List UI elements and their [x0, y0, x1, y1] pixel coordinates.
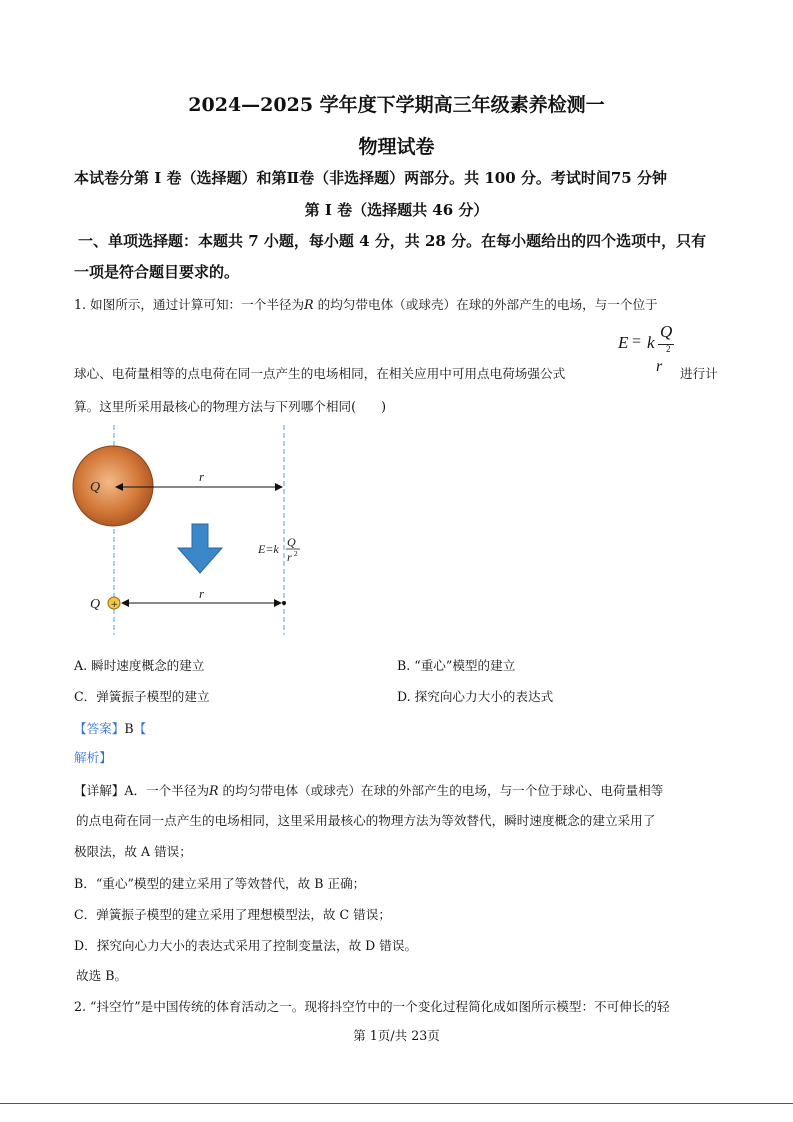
bottom-divider	[0, 1103, 793, 1104]
q1-formula	[618, 322, 688, 376]
page-footer: 第 1页/共 23页	[353, 1028, 440, 1043]
answer-label: 【答案】	[74, 721, 125, 736]
detail-line4: B．“重心”模型的建立采用了等效替代，故 B 正确；	[74, 876, 366, 891]
detail-line1	[74, 780, 663, 799]
answer-open-bracket: 【	[133, 721, 147, 736]
field-point	[282, 601, 286, 605]
option-a: A. 瞬时速度概念的建立	[74, 658, 205, 673]
detail-line1-text: A．一个半径为𝑅 的均匀带电体（或球壳）在球的外部产生的电场，与一个位于球心、电荷量相等	[124, 783, 664, 798]
detail-label: 【详解】	[74, 783, 125, 798]
answer-line	[74, 718, 146, 737]
detail-line7: 故选 B。	[76, 968, 128, 983]
point-charge-label: Q	[90, 597, 101, 612]
answer-value: B	[124, 721, 134, 736]
down-arrow-icon	[178, 524, 222, 573]
formula-k: k	[647, 333, 655, 352]
q2-line1: 2. “抖空竹”是中国传统的体育活动之一。现将抖空竹中的一个变化过程简化成如图所示模型：不可伸长的轻	[74, 999, 670, 1014]
detail-line2: 的点电荷在同一点产生的电场相同，这里采用最核心的物理方法为等效替代，瞬时速度概念的建立采用了	[76, 813, 656, 828]
figure-formula-E: E=k	[258, 542, 279, 556]
part1-heading: 第 I 卷（选择题共 46 分）	[304, 201, 489, 219]
figure-formula-r: r	[287, 550, 292, 564]
formula-eq: =	[632, 333, 642, 350]
section1-line2: 一项是符合题目要求的。	[74, 263, 240, 281]
subject-title: 物理试卷	[358, 136, 435, 158]
q1-line2-end: 进行计	[680, 366, 718, 381]
exam-info: 本试卷分第 I 卷（选择题）和第Ⅱ卷（非选择题）两部分。共 100 分。考试时间75 分钟	[74, 169, 667, 187]
q1-line1: 1. 如图所示，通过计算可知：一个半径为𝑅 的均匀带电体（或球壳）在球的外部产生的电场，与一个位于	[74, 297, 658, 312]
top-distance-label: r	[199, 469, 205, 484]
detail-line5: C．弹簧振子模型的建立采用了理想模型法，故 C 错误；	[74, 907, 391, 922]
section1-line1: 一、单项选择题：本题共 7 小题，每小题 4 分，共 28 分。在每小题给出的四个选项中，只有	[78, 232, 707, 250]
point-charge-plus: +	[110, 600, 119, 610]
detail-line6: D．探究向心力大小的表达式采用了控制变量法，故 D 错误。	[74, 938, 418, 953]
figure-formula-Q: Q	[287, 535, 296, 549]
detail-line3: 极限法，故 A 错误；	[74, 844, 192, 859]
bottom-distance-label: r	[199, 586, 205, 601]
analysis-label: 解析】	[74, 750, 112, 765]
option-b: B. “重心”模型的建立	[397, 658, 516, 673]
charged-sphere	[73, 446, 153, 526]
exam-title: 2024—2025 学年度下学期高三年级素养检测一	[188, 94, 605, 116]
q1-figure	[66, 420, 306, 640]
sphere-charge-label: Q	[90, 480, 101, 495]
formula-exponent: 2	[666, 344, 671, 354]
formula-E: E	[618, 333, 629, 352]
formula-Q: Q	[660, 322, 673, 341]
option-c: C．弹簧振子模型的建立	[74, 689, 210, 704]
formula-r: r	[656, 358, 663, 375]
option-d: D. 探究向心力大小的表达式	[397, 689, 554, 704]
q1-line2: 球心、电荷量相等的点电荷在同一点产生的电场相同，在相关应用中可用点电荷场强公式	[74, 366, 566, 381]
q1-line3: 算。这里所采用最核心的物理方法与下列哪个相同( )	[74, 399, 387, 414]
figure-formula-exp: 2	[294, 550, 298, 558]
